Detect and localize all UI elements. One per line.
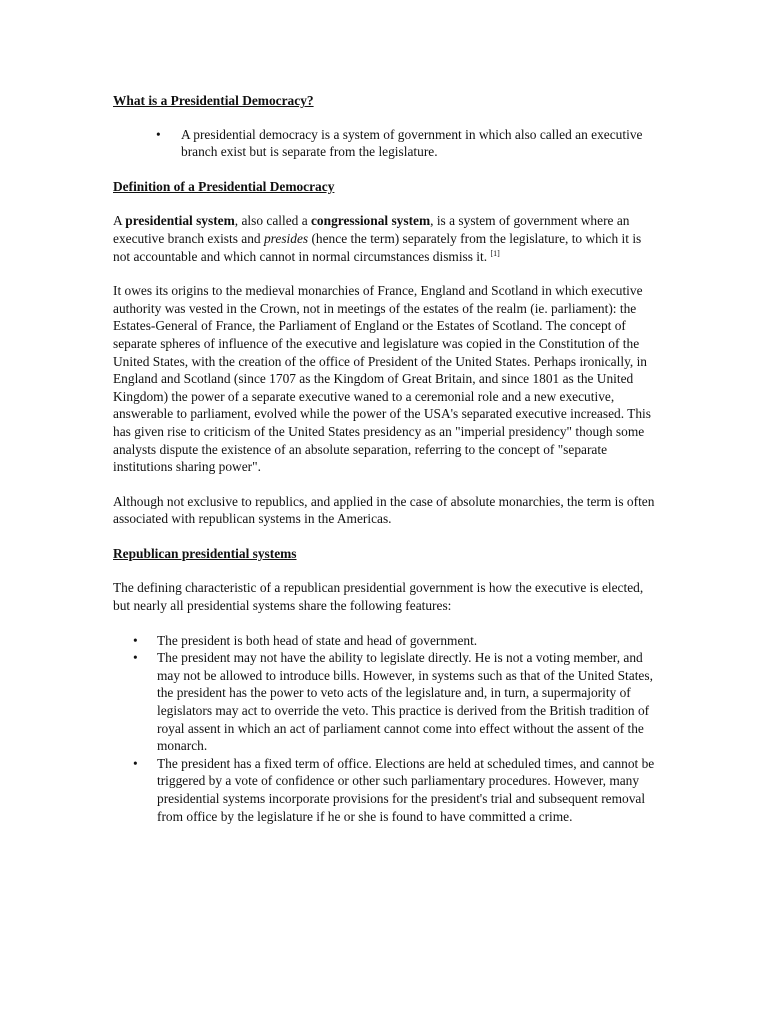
heading-republican-systems: Republican presidential systems (113, 545, 297, 561)
heading-what-is: What is a Presidential Democracy? (113, 93, 314, 108)
defining-paragraph: The defining characteristic of a republican presidential government is how the executive is elected, but nearly all presidential systems share the following features: (113, 580, 644, 614)
definition-paragraph (113, 212, 658, 265)
list-item (113, 755, 658, 825)
term-congressional-system: congressional system (310, 213, 431, 229)
def-mid2: , is a system of government where an executive branch exists and (113, 213, 630, 246)
bullet-icon: • (133, 632, 138, 648)
def-mid1: , also called a (234, 213, 311, 229)
features-bullet-list (113, 632, 658, 826)
intro-bullet-list (113, 126, 658, 161)
bullet-icon: • (133, 755, 138, 771)
list-item (113, 126, 658, 161)
bullet-icon: • (156, 126, 161, 142)
reference-link[interactable]: [1] (490, 248, 500, 258)
heading-definition: Definition of a Presidential Democracy (113, 178, 335, 194)
def-a: A (113, 213, 126, 229)
list-item-text: The president may not have the ability to legislate directly. He is not a voting member, and may not be allowed to introduce bills. However, in systems such as that of the United States, the president has the power to veto acts of the legislature and, in turn, a supermajority of legislators may act to override the veto. This practice is derived from the British tradition of royal assent in which an act of parliament cannot come into effect without the assent of the monarch. (157, 650, 653, 754)
origins-paragraph: It owes its origins to the medieval monarchies of France, England and Scotland in which executive authority was vested in the Crown, not in meetings of the estates of the realm (ie. parliament): the Estates-General of France, the Parliament of England or the Estates of Scotland. The concept of separate spheres of influence of the executive and legislature was copied in the Constitution of the United States, with the creation of the office of President of the United States. Perhaps ironically, in England and Scotland (since 1707 as the Kingdom of Great Britain, and since 1801 as the United Kingdom) the power of a separate executive waned to a ceremonial role and a new executive, answerable to parliament, evolved while the power of the USA's separated executive increased. This has given rise to criticism of the United States presidency as an "imperial presidency" though some analysts dispute the existence of an absolute separation, referring to the concept of "separate institutions sharing power". (113, 283, 651, 475)
republics-paragraph: Although not exclusive to republics, and applied in the case of absolute monarchies, the term is often associated with republican systems in the Americas. (113, 493, 655, 527)
list-item-text: The president is both head of state and head of government. (157, 632, 478, 648)
list-item (113, 649, 658, 755)
list-item-text: A presidential democracy is a system of government in which also called an executive branch exist but is separate from the legislature. (181, 126, 643, 160)
list-item-text: The president has a fixed term of office. Elections are held at scheduled times, and cannot be triggered by a vote of confidence or other such parliamentary procedures. However, many presidential systems incorporate provisions for the president's trial and subsequent removal from office by the legislature if he or she is found to have committed a crime. (157, 755, 655, 824)
list-item (113, 632, 658, 650)
term-presidential-system: presidential system (125, 213, 235, 229)
document-page (113, 92, 658, 825)
term-presides: presides (263, 230, 309, 246)
def-end: (hence the term) separately from the legislature, to which it is not accountable and which cannot in normal circumstances dismiss it. (113, 230, 642, 264)
bullet-icon: • (133, 650, 138, 666)
